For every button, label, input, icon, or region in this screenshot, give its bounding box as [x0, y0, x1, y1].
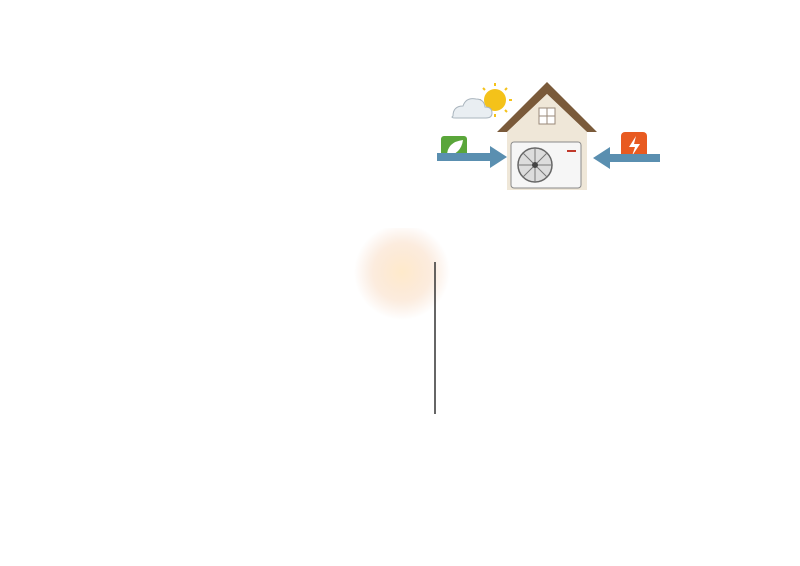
heatpump-unit — [511, 142, 581, 188]
heatpump-illustration — [435, 80, 665, 195]
energy-label-chart — [352, 228, 732, 418]
cloud-sun-icon — [452, 83, 512, 118]
